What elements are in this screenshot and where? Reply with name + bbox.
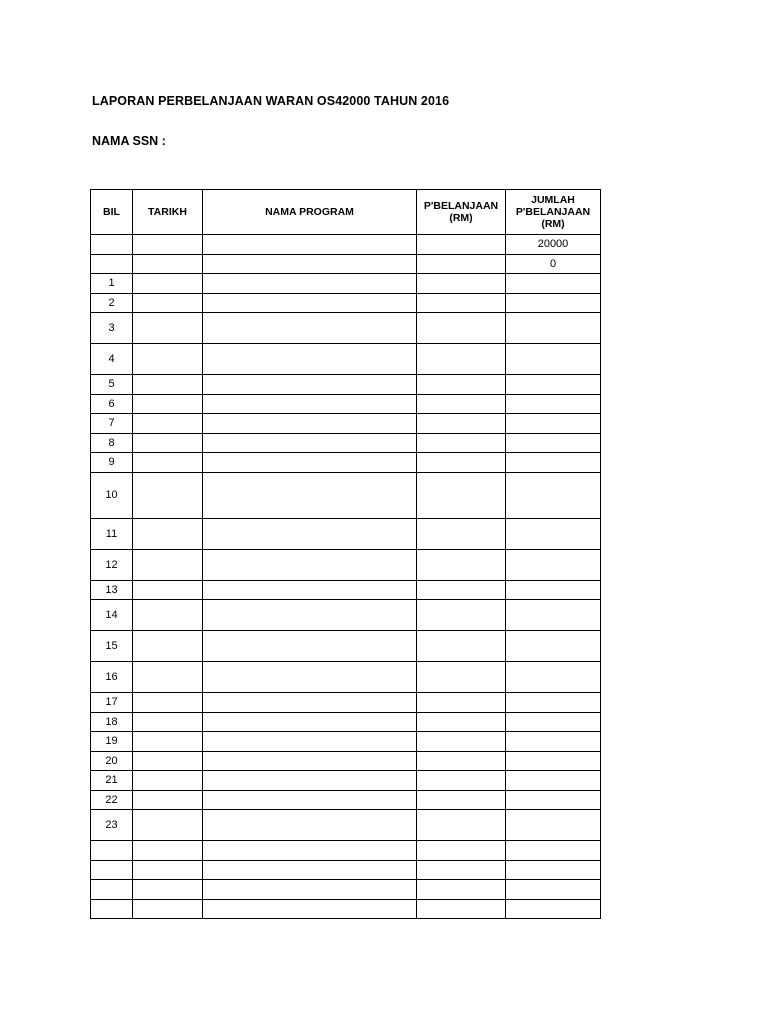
cell-nama-program (203, 375, 417, 395)
cell-bil: 3 (91, 313, 133, 344)
cell-jumlah (506, 860, 601, 880)
cell-nama-program (203, 433, 417, 453)
cell-tarikh (133, 472, 203, 518)
cell-bil: 23 (91, 810, 133, 841)
table-row (91, 580, 601, 600)
cell-tarikh (133, 841, 203, 861)
cell-tarikh (133, 433, 203, 453)
cell-pbelanjaan (417, 631, 506, 662)
table-row (91, 254, 601, 274)
cell-tarikh (133, 580, 203, 600)
cell-nama-program (203, 274, 417, 294)
table-row (91, 631, 601, 662)
cell-nama-program (203, 453, 417, 473)
cell-pbelanjaan (417, 344, 506, 375)
table-row (91, 274, 601, 294)
cell-jumlah (506, 375, 601, 395)
table-row (91, 313, 601, 344)
cell-tarikh (133, 344, 203, 375)
cell-jumlah (506, 631, 601, 662)
cell-tarikh (133, 899, 203, 919)
cell-pbelanjaan (417, 433, 506, 453)
cell-nama-program (203, 235, 417, 255)
cell-pbelanjaan (417, 293, 506, 313)
cell-bil: 8 (91, 433, 133, 453)
cell-nama-program (203, 631, 417, 662)
cell-bil (91, 254, 133, 274)
cell-pbelanjaan (417, 771, 506, 791)
cell-pbelanjaan (417, 693, 506, 713)
cell-nama-program (203, 841, 417, 861)
table-header-row (91, 190, 601, 235)
cell-jumlah (506, 344, 601, 375)
cell-nama-program (203, 732, 417, 752)
cell-bil: 13 (91, 580, 133, 600)
cell-tarikh (133, 810, 203, 841)
cell-jumlah (506, 790, 601, 810)
cell-bil (91, 235, 133, 255)
cell-pbelanjaan (417, 375, 506, 395)
cell-tarikh (133, 860, 203, 880)
cell-bil: 15 (91, 631, 133, 662)
cell-pbelanjaan (417, 472, 506, 518)
cell-pbelanjaan (417, 414, 506, 434)
table-body (91, 235, 601, 919)
cell-tarikh (133, 274, 203, 294)
cell-nama-program (203, 662, 417, 693)
cell-pbelanjaan (417, 235, 506, 255)
cell-tarikh (133, 712, 203, 732)
table-row (91, 375, 601, 395)
cell-tarikh (133, 880, 203, 900)
cell-nama-program (203, 254, 417, 274)
cell-pbelanjaan (417, 549, 506, 580)
table-row (91, 693, 601, 713)
cell-bil: 16 (91, 662, 133, 693)
cell-nama-program (203, 549, 417, 580)
header-bil: BIL (91, 190, 133, 235)
cell-bil: 11 (91, 518, 133, 549)
cell-tarikh (133, 693, 203, 713)
cell-nama-program (203, 771, 417, 791)
cell-tarikh (133, 549, 203, 580)
cell-pbelanjaan (417, 662, 506, 693)
cell-nama-program (203, 860, 417, 880)
cell-tarikh (133, 518, 203, 549)
cell-tarikh (133, 254, 203, 274)
cell-bil: 18 (91, 712, 133, 732)
cell-nama-program (203, 810, 417, 841)
cell-bil: 7 (91, 414, 133, 434)
cell-nama-program (203, 344, 417, 375)
table-row (91, 732, 601, 752)
cell-jumlah (506, 453, 601, 473)
table-row (91, 712, 601, 732)
cell-tarikh (133, 662, 203, 693)
cell-bil: 22 (91, 790, 133, 810)
table-row (91, 600, 601, 631)
table-row (91, 860, 601, 880)
cell-nama-program (203, 518, 417, 549)
ssn-label: NAMA SSN : (92, 134, 166, 148)
cell-nama-program (203, 580, 417, 600)
cell-tarikh (133, 235, 203, 255)
cell-jumlah (506, 712, 601, 732)
cell-pbelanjaan (417, 790, 506, 810)
cell-jumlah (506, 751, 601, 771)
cell-bil (91, 860, 133, 880)
cell-nama-program (203, 394, 417, 414)
cell-jumlah (506, 313, 601, 344)
cell-pbelanjaan (417, 712, 506, 732)
cell-pbelanjaan (417, 394, 506, 414)
cell-bil: 5 (91, 375, 133, 395)
cell-pbelanjaan (417, 899, 506, 919)
cell-pbelanjaan (417, 274, 506, 294)
cell-jumlah (506, 693, 601, 713)
cell-jumlah (506, 414, 601, 434)
table-row (91, 790, 601, 810)
cell-jumlah (506, 472, 601, 518)
cell-tarikh (133, 313, 203, 344)
cell-jumlah (506, 600, 601, 631)
cell-pbelanjaan (417, 313, 506, 344)
cell-tarikh (133, 394, 203, 414)
cell-tarikh (133, 453, 203, 473)
cell-bil: 9 (91, 453, 133, 473)
header-tarikh: TARIKH (133, 190, 203, 235)
cell-pbelanjaan (417, 453, 506, 473)
table-row (91, 549, 601, 580)
cell-bil: 2 (91, 293, 133, 313)
cell-tarikh (133, 293, 203, 313)
cell-tarikh (133, 631, 203, 662)
table-row (91, 771, 601, 791)
cell-bil: 21 (91, 771, 133, 791)
cell-jumlah (506, 518, 601, 549)
table-row (91, 433, 601, 453)
cell-tarikh (133, 375, 203, 395)
cell-jumlah (506, 274, 601, 294)
cell-jumlah (506, 899, 601, 919)
cell-pbelanjaan (417, 751, 506, 771)
cell-tarikh (133, 790, 203, 810)
cell-nama-program (203, 313, 417, 344)
expenditure-table (90, 189, 601, 919)
cell-jumlah (506, 841, 601, 861)
cell-jumlah (506, 810, 601, 841)
cell-bil (91, 880, 133, 900)
cell-bil: 17 (91, 693, 133, 713)
cell-nama-program (203, 293, 417, 313)
cell-jumlah (506, 433, 601, 453)
header-nama-program: NAMA PROGRAM (203, 190, 417, 235)
table-row (91, 453, 601, 473)
cell-jumlah (506, 880, 601, 900)
table-row (91, 810, 601, 841)
cell-pbelanjaan (417, 810, 506, 841)
header-jumlah-pbelanjaan: JUMLAH P'BELANJAAN (RM) (506, 190, 601, 235)
cell-jumlah: 0 (506, 254, 601, 274)
cell-nama-program (203, 712, 417, 732)
cell-pbelanjaan (417, 732, 506, 752)
table-row (91, 751, 601, 771)
table-row (91, 880, 601, 900)
table-row (91, 472, 601, 518)
cell-jumlah (506, 394, 601, 414)
cell-pbelanjaan (417, 880, 506, 900)
table-row (91, 235, 601, 255)
cell-pbelanjaan (417, 254, 506, 274)
cell-jumlah (506, 293, 601, 313)
cell-tarikh (133, 771, 203, 791)
cell-bil (91, 841, 133, 861)
header-pbelanjaan: P'BELANJAAN (RM) (417, 190, 506, 235)
report-title: LAPORAN PERBELANJAAN WARAN OS42000 TAHUN 2016 (92, 94, 450, 108)
cell-tarikh (133, 414, 203, 434)
cell-bil: 6 (91, 394, 133, 414)
cell-nama-program (203, 693, 417, 713)
cell-bil: 10 (91, 472, 133, 518)
table-row (91, 344, 601, 375)
cell-tarikh (133, 732, 203, 752)
cell-bil: 14 (91, 600, 133, 631)
cell-nama-program (203, 751, 417, 771)
cell-bil (91, 899, 133, 919)
table-row (91, 293, 601, 313)
cell-nama-program (203, 880, 417, 900)
cell-pbelanjaan (417, 600, 506, 631)
cell-pbelanjaan (417, 580, 506, 600)
cell-nama-program (203, 414, 417, 434)
cell-bil: 12 (91, 549, 133, 580)
cell-pbelanjaan (417, 518, 506, 549)
cell-jumlah (506, 662, 601, 693)
cell-nama-program (203, 790, 417, 810)
cell-jumlah (506, 771, 601, 791)
cell-bil: 20 (91, 751, 133, 771)
table-row (91, 414, 601, 434)
cell-jumlah: 20000 (506, 235, 601, 255)
cell-bil: 19 (91, 732, 133, 752)
cell-pbelanjaan (417, 841, 506, 861)
cell-jumlah (506, 732, 601, 752)
cell-bil: 1 (91, 274, 133, 294)
table-row (91, 518, 601, 549)
cell-tarikh (133, 751, 203, 771)
cell-bil: 4 (91, 344, 133, 375)
cell-nama-program (203, 899, 417, 919)
table-row (91, 394, 601, 414)
cell-nama-program (203, 472, 417, 518)
cell-nama-program (203, 600, 417, 631)
table-row (91, 899, 601, 919)
cell-pbelanjaan (417, 860, 506, 880)
cell-jumlah (506, 549, 601, 580)
table-row (91, 662, 601, 693)
cell-tarikh (133, 600, 203, 631)
cell-jumlah (506, 580, 601, 600)
table-row (91, 841, 601, 861)
